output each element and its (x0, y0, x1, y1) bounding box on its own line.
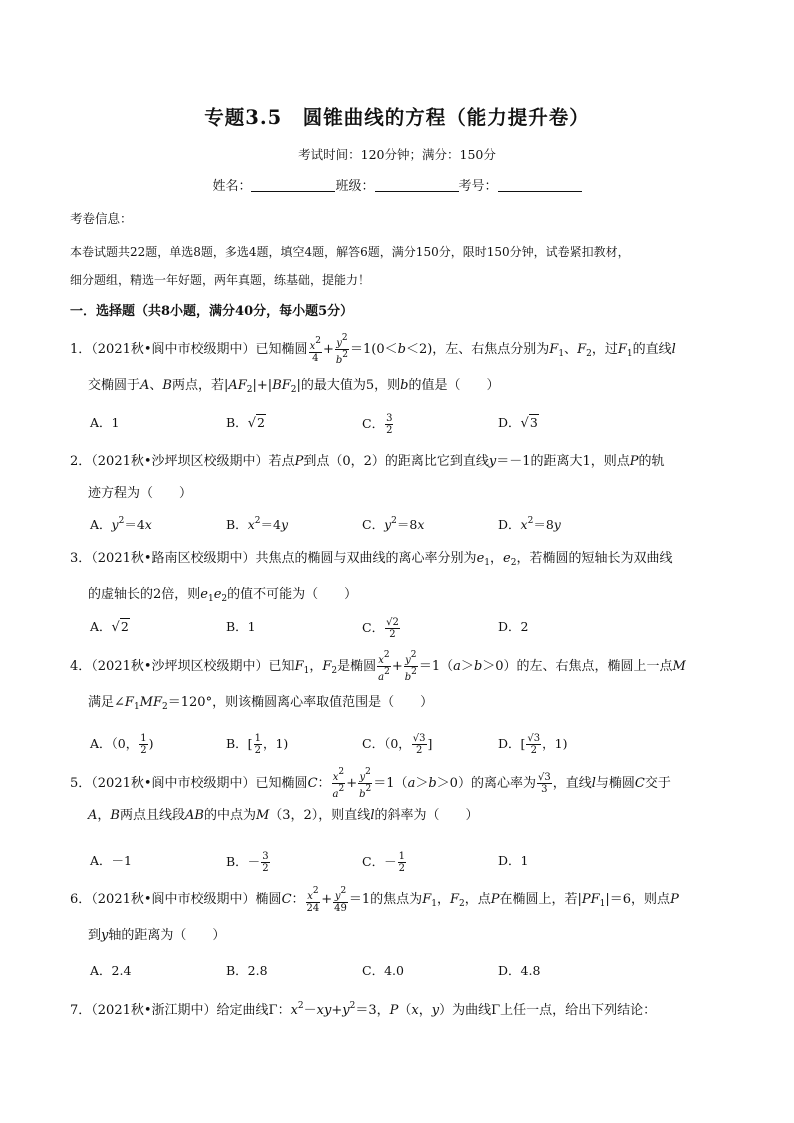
question-6-line-1: 6．（2021秋•阆中市校级期中）椭圆C： $\frac{x^2}{24}$ + $\frac{y^2}{49}$ ＝1的焦点为$F_1$，$F_2$，点P在椭圆上，若$|PF_1|=6$，则点P (70, 885, 679, 914)
question-1 (70, 333, 730, 406)
class-label: 班级： (335, 179, 375, 194)
question-6-source: （2021秋•阆中市校级期中） (91, 892, 256, 907)
info-title: 考卷信息： (70, 211, 133, 226)
question-1-number: 1． (70, 342, 92, 357)
question-2-line-2: 迹方程为（ ） (88, 486, 193, 501)
question-4-number: 4． (70, 659, 92, 674)
question-2-option-b[interactable]: B．$x^2=4y$ (226, 516, 288, 532)
question-4-option-a[interactable]: A．（0， $\frac{1}{2}$ ) (90, 733, 154, 756)
question-6-options (90, 961, 730, 989)
question-5-options (90, 851, 730, 879)
question-5-option-d[interactable]: D．1 (498, 853, 529, 868)
exam-time: 考试时间：120分钟；满分：150分 (298, 147, 496, 162)
question-6-option-b[interactable]: B．2.8 (226, 963, 268, 978)
question-2-option-d[interactable]: D．$x^2=8y$ (498, 516, 561, 532)
name-label: 姓名： (212, 179, 252, 194)
class-field[interactable] (375, 177, 459, 192)
question-3-option-d[interactable]: D．2 (498, 619, 529, 634)
question-2 (70, 446, 730, 510)
question-3-number: 3． (70, 551, 92, 566)
candidate-info-row (0, 175, 794, 194)
question-3-option-c[interactable]: C． $\frac{√2}{2}$ (362, 617, 399, 640)
question-6-line-2: 到y轴的距离为（ ） (88, 928, 226, 943)
question-1-line-2: 交椭圆于A、B两点，若$|AF_2|+|BF_2|$的最大值为5，则b的值是（ ） (88, 378, 500, 395)
question-4-option-d[interactable]: D．[ $\frac{√3}{2}$ ，1) (498, 733, 568, 756)
question-7-line-1: 7．（2021秋•浙江期中）给定曲线Γ：$x^2-xy+y^2=3$，P（x，y）为曲线Γ上任一点，给出下列结论： (70, 1001, 657, 1018)
question-2-source: （2021秋•沙坪坝区校级期中） (91, 454, 269, 469)
name-field[interactable] (251, 177, 335, 192)
question-5 (70, 767, 730, 832)
question-2-line-1: 2．（2021秋•沙坪坝区校级期中）若点P到点（0，2）的距离比它到直线y＝－1的距离大1，则点P的轨 (70, 454, 665, 469)
question-6-option-a[interactable]: A．2.4 (90, 963, 132, 978)
question-4-option-b[interactable]: B．[ $\frac{1}{2}$ ，1) (226, 733, 289, 756)
question-3-line-2: 的虚轴长的2倍，则$e_1e_2$的值不可能为（ ） (88, 587, 358, 604)
question-3-source: （2021秋•路南区校级期中） (91, 551, 256, 566)
question-7-number: 7． (70, 1003, 92, 1018)
question-2-option-a[interactable]: A．$y^2=4x$ (90, 516, 152, 532)
question-1-option-c[interactable]: C． $\frac{3}{2}$ (362, 413, 393, 436)
question-1-option-d[interactable]: D．√3 (498, 415, 538, 431)
question-5-option-c[interactable]: C．－ $\frac{1}{2}$ (362, 851, 405, 874)
page-title: 专题3.5 圆锥曲线的方程（能力提升卷） (204, 106, 590, 129)
question-4 (70, 650, 730, 723)
question-1-source: （2021秋•阆中市校级期中） (91, 342, 256, 357)
question-4-options (90, 733, 730, 761)
question-3-line-1: 3．（2021秋•路南区校级期中）共焦点的椭圆与双曲线的离心率分别为$e_1$，$e_2$，若椭圆的短轴长为双曲线 (70, 551, 673, 568)
number-label: 考号： (458, 179, 498, 194)
question-3 (70, 543, 730, 615)
question-7-source: （2021秋•浙江期中） (91, 1003, 217, 1018)
question-4-option-c[interactable]: C．（0， $\frac{√3}{2}$ ] (362, 733, 433, 756)
question-7 (70, 990, 730, 1027)
info-line-1: 本卷试题共22题，单选8题，多选4题，填空4题，解答6题，满分150分，限时150分钟，试卷紧扣教材， (70, 245, 630, 259)
question-1-option-a[interactable]: A．1 (90, 415, 120, 430)
question-1-options (90, 413, 730, 441)
question-4-line-2: 满足$\angle F_1MF_2=120^\circ$，则该椭圆离心率取值范围是（ ） (88, 695, 434, 712)
question-1-line-1: 1．（2021秋•阆中市校级期中）已知椭圆 $\frac{x^2}{4}$ + $\frac{y^2}{b^2}$ ＝1(0＜b＜2)，左、右焦点分别为$F_1$、$F_2$，过$F_1$的直线l (70, 333, 676, 366)
question-5-option-b[interactable]: B．－ $\frac{3}{2}$ (226, 851, 269, 874)
question-6-option-c[interactable]: C．4.0 (362, 963, 404, 978)
question-6 (70, 884, 730, 952)
question-4-source: （2021秋•沙坪坝区校级期中） (91, 659, 269, 674)
question-6-option-d[interactable]: D．4.8 (498, 963, 541, 978)
question-3-option-a[interactable]: A．√2 (90, 619, 129, 635)
info-body (70, 238, 726, 294)
question-2-options (90, 515, 730, 543)
question-5-source: （2021秋•阆中市校级期中） (91, 776, 256, 791)
number-field[interactable] (498, 177, 582, 192)
question-5-number: 5． (70, 776, 92, 791)
info-line-2: 细分题组，精选一年好题，两年真题，练基础，提能力！ (70, 273, 371, 287)
question-2-number: 2． (70, 454, 92, 469)
question-5-line-2: A，B两点且线段AB的中点为M（3，2），则直线l的斜率为（ ） (88, 808, 479, 823)
question-5-option-a[interactable]: A．－1 (90, 853, 132, 868)
question-1-option-b[interactable]: B．√2 (226, 415, 265, 431)
question-3-options (90, 617, 730, 645)
question-3-option-b[interactable]: B．1 (226, 619, 256, 634)
question-5-line-1: 5．（2021秋•阆中市校级期中）已知椭圆C： $\frac{x^2}{a^2}$ + $\frac{y^2}{b^2}$ ＝1（a＞b＞0）的离心率为 $\frac{√3}{3}$ ，直线l与椭圆C交于 (70, 767, 671, 800)
question-6-number: 6． (70, 892, 92, 907)
question-2-option-c[interactable]: C．$y^2=8x$ (362, 516, 425, 532)
section-heading: 一．选择题（共8小题，满分40分，每小题5分） (70, 304, 354, 319)
question-4-line-1: 4．（2021秋•沙坪坝区校级期中）已知$F_1$，$F_2$是椭圆 $\frac{x^2}{a^2}$ + $\frac{y^2}{b^2}$ ＝1（a＞b＞0）的左、右焦点，椭圆上一点M (70, 650, 686, 683)
